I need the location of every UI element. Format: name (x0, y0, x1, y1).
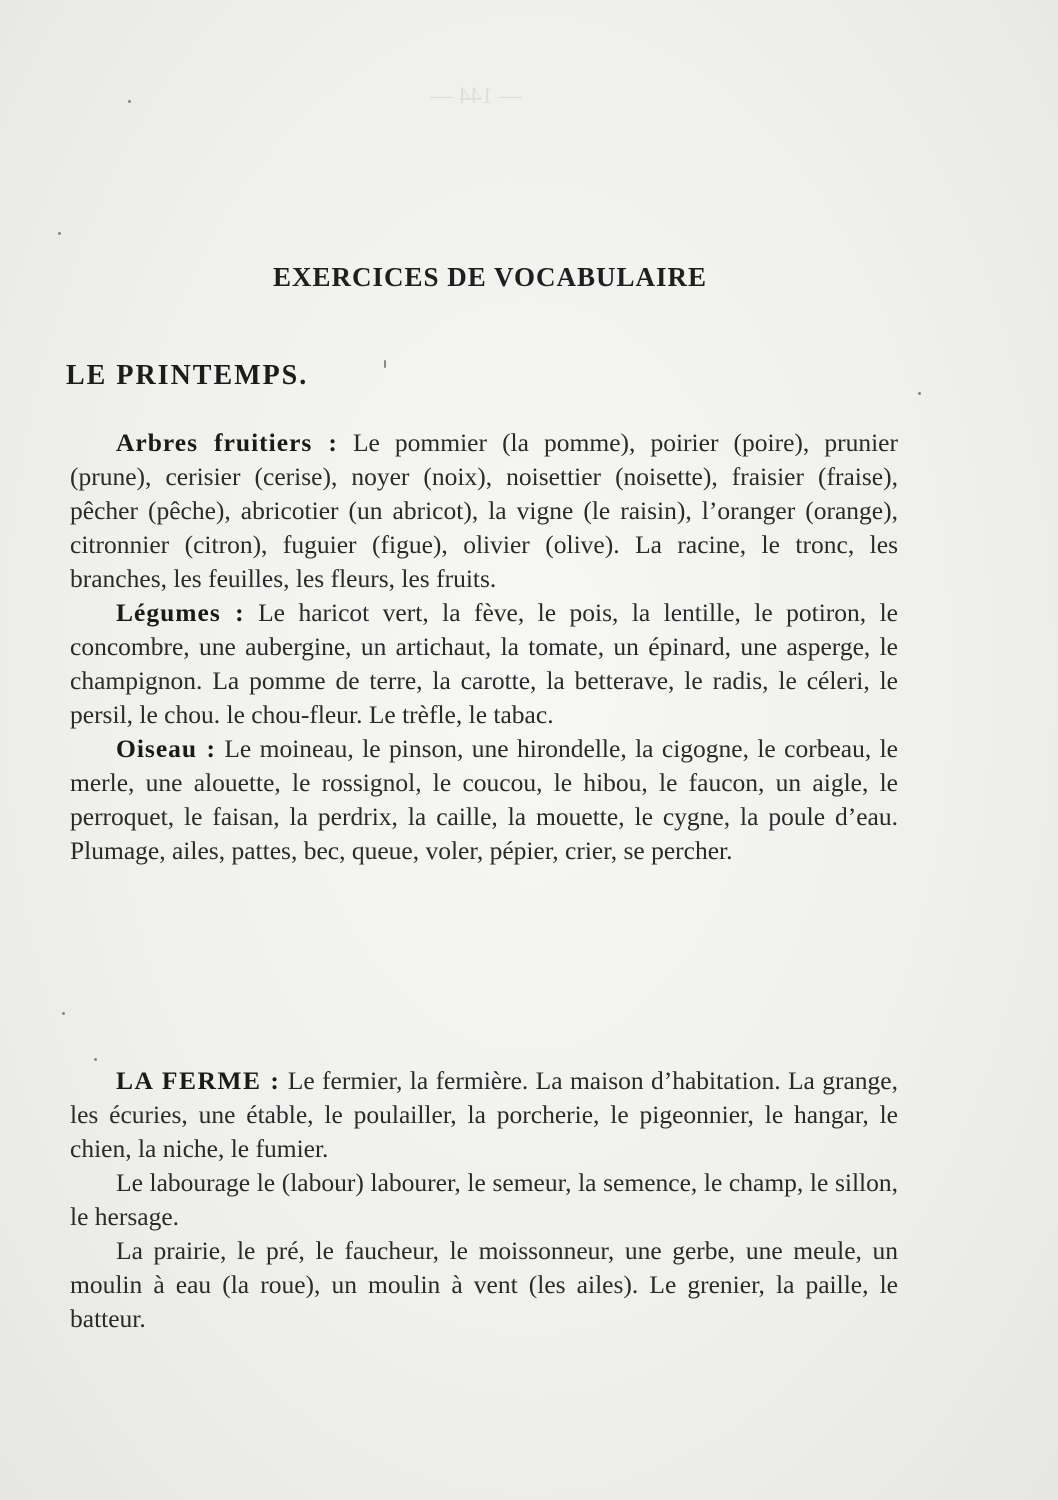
label-fruit-trees: Arbres fruitiers : (116, 428, 338, 457)
bleed-through-page-number: — 144 — (430, 83, 522, 108)
paragraph-birds (70, 732, 898, 868)
label-birds: Oiseau : (116, 734, 216, 763)
text-fruit-trees: Le pommier (la pomme), poirier (poire), prunier (prune), cerisier (cerise), noyer (noix), noisettier (noisette), fraisier (fraise), pêcher (pêche), abricotier (un abricot), la vigne (le raisin), l’oranger (orange), citronnier (citron), fuguier (figue), olivier (olive). La racine, le tronc, les branches, les feuilles, les fleurs, les fruits. (70, 428, 898, 593)
paragraph-ploughing: Le labourage le (labour) labourer, le semeur, la semence, le champ, le sillon, le hersage. (70, 1168, 898, 1231)
label-vegetables: Légumes : (116, 598, 245, 627)
label-farm: LA FERME : (116, 1066, 281, 1095)
section-title-spring: LE PRINTEMPS. (66, 360, 309, 391)
spring-section-body (70, 426, 898, 868)
bleed-through-text-block (70, 135, 900, 265)
paper-speck (128, 100, 131, 103)
text-birds: Le moineau, le pinson, une hirondelle, la cigogne, le corbeau, le merle, une alouette, le rossignol, le coucou, le hibou, le faucon, un aigle, le perroquet, le faisan, la perdrix, la caille, la mouette, le cygne, la poule d’eau. Plumage, ailes, pattes, bec, queue, voler, pépier, crier, se percher. (70, 734, 898, 865)
paragraph-meadow: La prairie, le pré, le faucheur, le moissonneur, une gerbe, une meule, un moulin à eau (la roue), un moulin à vent (les ailes). Le grenier, la paille, le batteur. (70, 1236, 898, 1333)
text-farm: Le fermier, la fermière. La maison d’habitation. La grange, les écuries, une étable, le poulailler, la porcherie, le pigeonnier, le hangar, le chien, la niche, le fumier. (70, 1066, 898, 1163)
farm-section-body (70, 1064, 898, 1336)
paragraph-vegetables (70, 596, 898, 732)
paper-speck (918, 392, 921, 395)
paper-speck (94, 1058, 97, 1061)
paragraph-farm (70, 1064, 898, 1166)
paper-speck (58, 232, 61, 235)
page-title: EXERCICES DE VOCABULAIRE (272, 262, 708, 292)
paper-speck (384, 360, 386, 368)
paper-speck (62, 1012, 65, 1015)
paragraph-fruit-trees (70, 426, 898, 596)
text-vegetables: Le haricot vert, la fève, le pois, la lentille, le potiron, le concombre, une aubergine, un artichaut, la tomate, un épinard, une asperge, le champignon. La pomme de terre, la carotte, la betterave, le radis, le céleri, le persil, le chou. le chou-fleur. Le trèfle, le tabac. (70, 598, 898, 729)
